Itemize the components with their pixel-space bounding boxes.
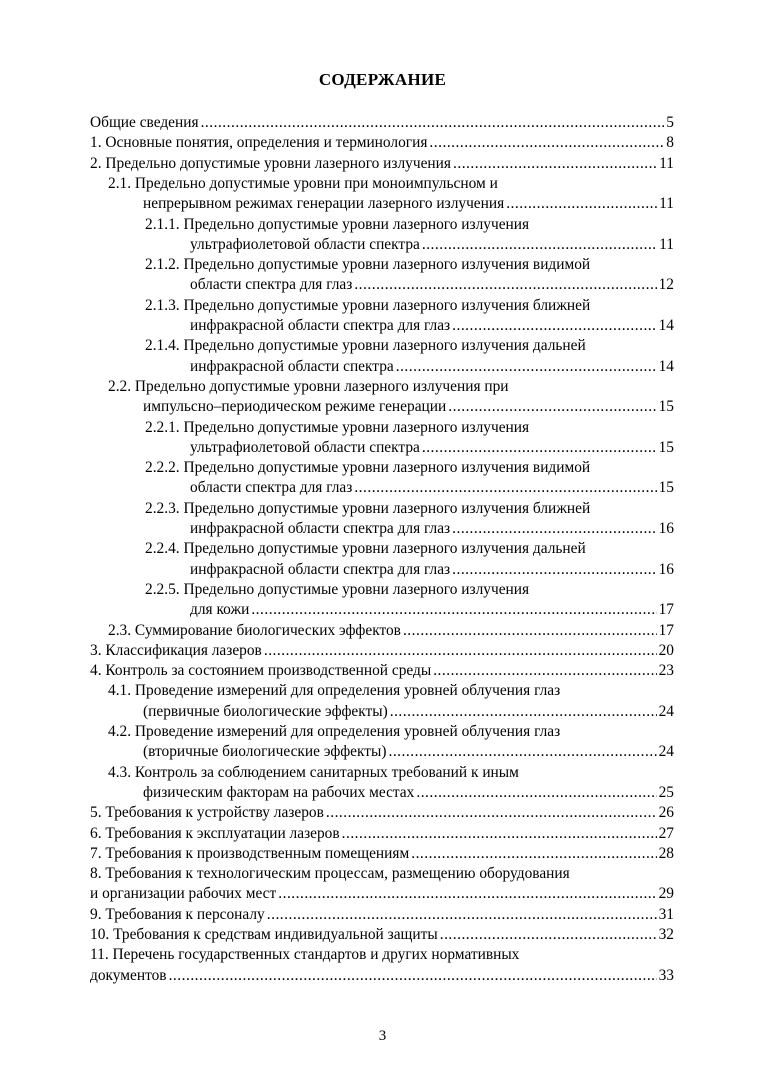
toc-entry[interactable] (90, 154, 674, 174)
toc-page-number: 25 (658, 783, 674, 801)
toc-entry-text: и организации рабочих мест (90, 885, 277, 903)
toc-page-number: 32 (658, 926, 674, 943)
toc-entry-text: 8. Требования к технологическим процессам, размещению оборудования (90, 865, 570, 883)
toc-entry-text: для кожи (190, 601, 250, 619)
dot-leader (396, 357, 657, 377)
toc-page-number: 16 (658, 519, 674, 537)
toc-page-number: 11 (659, 235, 674, 253)
toc-entry[interactable] (145, 539, 674, 580)
toc-entry[interactable] (90, 641, 674, 661)
dot-leader (452, 560, 656, 580)
dot-leader (448, 397, 656, 417)
dot-leader (453, 154, 657, 174)
dot-leader (388, 742, 656, 762)
page-number: 3 (378, 1028, 387, 1044)
toc-page-number: 15 (658, 438, 674, 456)
toc-page-number: 16 (658, 560, 674, 578)
dot-leader (251, 600, 656, 620)
toc-entry[interactable] (145, 418, 674, 459)
toc-page-number: 17 (658, 601, 674, 619)
toc-page-number: 8 (666, 134, 674, 152)
dot-leader (452, 519, 656, 539)
toc-page-number: 29 (658, 885, 674, 903)
toc-entry-text: 2.2.4. Предельно допустимые уровни лазерного излучения дальней (145, 540, 586, 558)
toc-entry-text: 7. Требования к производственным помещениям (90, 844, 410, 862)
toc-entry[interactable] (108, 763, 674, 804)
dot-leader (506, 194, 657, 214)
toc-entry-text: 2.2.2. Предельно допустимые уровни лазерного излучения видимой (145, 459, 591, 477)
toc-page-number: 33 (658, 966, 674, 984)
dot-leader (390, 702, 657, 722)
toc-entry-text: документов (90, 966, 167, 984)
toc-entry-text: 2.1.4. Предельно допустимые уровни лазерного излучения дальней (145, 337, 586, 355)
toc-entry-text: области спектра для глаз (190, 276, 353, 294)
dot-leader (326, 803, 657, 823)
toc-entry[interactable] (108, 174, 674, 215)
toc-page-number: 5 (666, 114, 674, 131)
toc-entry[interactable] (145, 499, 674, 540)
toc-entry-text: физическим факторам на рабочих местах (143, 783, 415, 801)
toc-page-number: 12 (658, 276, 674, 294)
toc-page-number: 14 (658, 316, 674, 334)
dot-leader (354, 478, 656, 498)
toc-entry-text: 4.3. Контроль за соблюдением санитарных требований к иным (108, 763, 519, 781)
dot-leader (433, 661, 656, 681)
toc-entry-text: 4.1. Проведение измерений для определения уровней облучения глаз (108, 682, 561, 700)
toc-entry[interactable] (90, 803, 674, 823)
toc-entry[interactable] (90, 661, 674, 681)
toc-entry-text: 2.2. Предельно допустимые уровни лазерного излучения при (108, 377, 509, 395)
toc-entry-text: 9. Требования к персоналу (90, 905, 265, 923)
toc-entry[interactable] (108, 722, 674, 763)
toc-entry-text: инфракрасной области спектра для глаз (190, 316, 451, 334)
toc-entry[interactable] (90, 864, 674, 905)
toc-entry[interactable] (145, 296, 674, 337)
dot-leader (342, 824, 657, 844)
toc-entry-text: ультрафиолетовой области спектра (190, 438, 420, 456)
dot-leader (416, 783, 656, 803)
toc-entry-text: ультрафиолетовой области спектра (190, 235, 420, 253)
toc-entry-text: 2.3. Суммирование биологических эффектов (108, 621, 401, 639)
toc-heading: СОДЕРЖАНИЕ (318, 70, 447, 89)
toc-page-number: 11 (659, 154, 674, 172)
toc-entry-text: 10. Требования к средствам индивидуальной защиты (90, 926, 438, 943)
toc-entry-text: 2.1. Предельно допустимые уровни при моноимпульсном и (108, 174, 498, 192)
toc-entry[interactable] (145, 580, 674, 621)
toc-page-number: 24 (658, 702, 674, 720)
toc-entry-text: 2.1.1. Предельно допустимые уровни лазерного излучения (145, 215, 530, 233)
toc-entry-text: (вторичные биологические эффекты) (143, 743, 387, 761)
toc-page-number: 17 (658, 621, 674, 639)
toc-entry-text: 4. Контроль за состоянием производственной среды (90, 662, 432, 680)
toc-entry-text: 2.2.5. Предельно допустимые уровни лазерного излучения (145, 580, 530, 598)
dot-leader (403, 621, 657, 641)
toc-entry-text: непрерывном режимах генерации лазерного излучения (143, 195, 505, 213)
toc-page-number: 26 (658, 804, 674, 822)
toc-entry-text: 2.1.3. Предельно допустимые уровни лазерного излучения ближней (145, 296, 591, 314)
toc-page-number: 20 (658, 641, 674, 659)
dot-leader (411, 844, 656, 864)
dot-leader (264, 641, 657, 661)
toc-entry[interactable] (145, 336, 674, 377)
toc-entry-text: 2.2.1. Предельно допустимые уровни лазерного излучения (145, 418, 530, 436)
dot-leader (452, 316, 656, 336)
toc-page-number: 15 (658, 479, 674, 497)
toc-entry-text: 3. Классификация лазеров (90, 641, 262, 659)
toc-entry[interactable] (90, 824, 674, 844)
dot-leader (440, 925, 657, 945)
toc-page-number: 23 (658, 662, 674, 680)
toc-page-number: 15 (658, 398, 674, 416)
dot-leader (422, 235, 657, 255)
toc-entry[interactable] (108, 377, 674, 418)
toc-page-number: 24 (658, 743, 674, 761)
toc-entry-text: инфракрасной области спектра для глаз (190, 519, 451, 537)
toc-page-number: 28 (658, 844, 674, 862)
toc-entry-text: 1. Основные понятия, определения и терминология (90, 134, 428, 152)
toc-entry-text: Общие сведения (90, 114, 199, 131)
dot-leader (267, 905, 657, 925)
toc-page-number: 27 (658, 824, 674, 842)
toc-page-number: 31 (658, 905, 674, 923)
toc-page-number: 11 (659, 195, 674, 213)
toc-entry[interactable] (145, 458, 674, 499)
dot-leader (354, 275, 656, 295)
toc-entry-text: инфракрасной области спектра для глаз (190, 560, 451, 578)
toc-page-number: 14 (658, 357, 674, 375)
toc-entry-text: 4.2. Проведение измерений для определения уровней облучения глаз (108, 723, 561, 740)
toc-entry-text: 5. Требования к устройству лазеров (90, 804, 324, 822)
toc-entry[interactable] (145, 255, 674, 296)
toc-entry[interactable] (90, 133, 674, 153)
toc-entry-text: 2.2.3. Предельно допустимые уровни лазерного излучения ближней (145, 499, 591, 517)
dot-leader (429, 133, 664, 153)
toc-entry[interactable] (145, 215, 674, 256)
toc-entry[interactable] (90, 945, 674, 986)
dot-leader (422, 438, 657, 458)
toc-entry-text: импульсно–периодическом режиме генерации (143, 398, 447, 416)
toc-entry[interactable] (108, 681, 674, 722)
dot-leader (169, 966, 657, 986)
toc-entry-text: (первичные биологические эффекты) (143, 702, 388, 720)
toc-entry[interactable] (90, 113, 674, 133)
toc-entry-text: 6. Требования к эксплуатации лазеров (90, 824, 340, 842)
toc-entry[interactable] (90, 905, 674, 925)
dot-leader (201, 113, 665, 133)
toc-entry-text: 2.1.2. Предельно допустимые уровни лазерного излучения видимой (145, 256, 591, 274)
toc-entry-text: области спектра для глаз (190, 479, 353, 497)
dot-leader (278, 884, 656, 904)
toc-entry-text: инфракрасной области спектра (190, 357, 394, 375)
toc-entry-text: 2. Предельно допустимые уровни лазерного излучения (90, 154, 451, 172)
toc-entry-text: 11. Перечень государственных стандартов и других нормативных (90, 946, 520, 964)
toc-entry[interactable] (90, 925, 674, 945)
toc-entry[interactable] (90, 844, 674, 864)
toc-entry[interactable] (108, 621, 674, 641)
